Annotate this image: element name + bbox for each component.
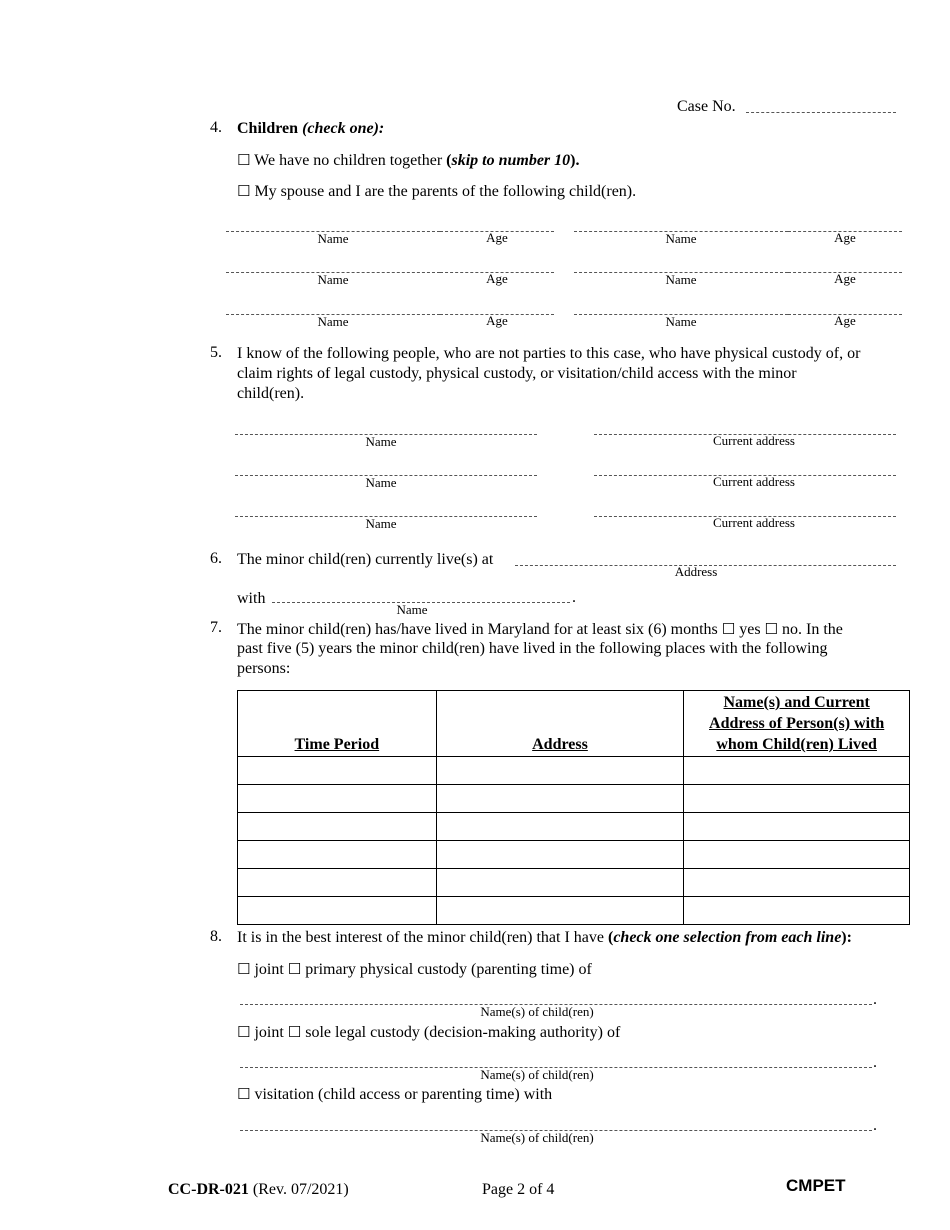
name-caption: Name — [665, 314, 697, 329]
physical-custody-option: ☐ joint ☐ primary physical custody (parenting time) of — [237, 960, 592, 978]
section-4-option-no-children: ☐ We have no children together (skip to number 10). — [237, 151, 580, 169]
persons-cell[interactable] — [684, 841, 910, 869]
checkbox-yes[interactable]: ☐ — [721, 620, 736, 638]
column-header-time-period: Time Period — [238, 691, 437, 757]
section-4-heading — [237, 119, 384, 139]
time-period-cell[interactable] — [238, 897, 437, 925]
name-caption: Name — [317, 314, 349, 329]
address-caption: Current address — [713, 474, 795, 489]
name-caption: Name — [365, 475, 397, 490]
persons-cell[interactable] — [684, 785, 910, 813]
name-caption: Name — [365, 516, 397, 531]
section-5-line-3: child(ren). — [237, 385, 305, 402]
time-period-cell[interactable] — [238, 757, 437, 785]
section-7-number: 7. — [210, 619, 222, 636]
age-caption: Age — [834, 230, 856, 245]
name-caption: Name — [665, 231, 697, 246]
checkbox-joint-legal[interactable]: ☐ — [237, 1023, 251, 1041]
persons-cell[interactable] — [684, 813, 910, 841]
address-caption: Current address — [713, 433, 795, 448]
time-period-cell[interactable] — [238, 841, 437, 869]
age-caption: Age — [486, 271, 508, 286]
residence-history-table — [237, 690, 910, 925]
address-cell[interactable] — [436, 869, 684, 897]
checkbox-sole-legal[interactable]: ☐ — [287, 1023, 302, 1041]
table-header-row — [238, 691, 910, 757]
address-cell[interactable] — [436, 841, 684, 869]
address-cell[interactable] — [436, 813, 684, 841]
address-cell[interactable] — [436, 757, 684, 785]
age-caption: Age — [486, 313, 508, 328]
checkbox-no[interactable]: ☐ — [764, 620, 778, 638]
address-cell[interactable] — [436, 897, 684, 925]
children-caption: Name(s) of child(ren) — [480, 1067, 594, 1082]
checkbox-no-children[interactable]: ☐ — [237, 151, 251, 169]
table-row — [238, 785, 910, 813]
section-4-number: 4. — [210, 119, 222, 136]
table-row — [238, 841, 910, 869]
table-row — [238, 813, 910, 841]
name-caption: Name — [396, 602, 428, 617]
case-number-label: Case No. — [677, 98, 736, 115]
form-id: CC-DR-021 (Rev. 07/2021) — [168, 1181, 349, 1198]
checkbox-visitation[interactable]: ☐ — [237, 1085, 251, 1103]
checkbox-primary-physical[interactable]: ☐ — [287, 960, 302, 978]
name-caption: Name — [317, 272, 349, 287]
persons-cell[interactable] — [684, 869, 910, 897]
section-8-text: It is in the best interest of the minor child(ren) that I have (check one selection from each line): — [237, 929, 852, 946]
address-caption: Address — [674, 564, 718, 579]
with-period: . — [572, 589, 576, 606]
persons-cell[interactable] — [684, 897, 910, 925]
section-7-line-3: persons: — [237, 660, 291, 677]
age-caption: Age — [834, 271, 856, 286]
name-caption: Name — [317, 231, 349, 246]
children-caption: Name(s) of child(ren) — [480, 1004, 594, 1019]
age-caption: Age — [834, 313, 856, 328]
age-caption: Age — [486, 230, 508, 245]
section-8-number: 8. — [210, 928, 222, 945]
children-caption: Name(s) of child(ren) — [480, 1130, 594, 1145]
section-4-title-note: (check one): — [302, 120, 385, 137]
persons-cell[interactable] — [684, 757, 910, 785]
name-caption: Name — [365, 434, 397, 449]
section-6-number: 6. — [210, 550, 222, 567]
section-5-line-1: I know of the following people, who are not parties to this case, who have physical custody of, or — [237, 345, 861, 362]
table-row — [238, 869, 910, 897]
legal-custody-option: ☐ joint ☐ sole legal custody (decision-making authority) of — [237, 1023, 621, 1041]
visitation-option: ☐ visitation (child access or parenting time) with — [237, 1085, 553, 1103]
section-8-instruction: check one selection from each line — [613, 929, 842, 946]
section-7-line-2: past five (5) years the minor child(ren) have lived in the following places with the following — [237, 640, 828, 657]
section-5-number: 5. — [210, 344, 222, 361]
table-row — [238, 757, 910, 785]
form-code: CMPET — [786, 1176, 846, 1195]
time-period-cell[interactable] — [238, 813, 437, 841]
checkbox-joint-physical[interactable]: ☐ — [237, 960, 251, 978]
case-number-field[interactable] — [746, 112, 896, 113]
revision: (Rev. 07/2021) — [252, 1181, 349, 1198]
section-6-text: The minor child(ren) currently live(s) at — [237, 551, 494, 568]
page-number: Page 2 of 4 — [482, 1181, 555, 1198]
checkbox-parents-of-children[interactable]: ☐ — [237, 182, 251, 200]
column-header-address: Address — [436, 691, 684, 757]
skip-note: skip to number 10 — [451, 152, 571, 169]
time-period-cell[interactable] — [238, 785, 437, 813]
section-4-title: Children — [237, 120, 299, 137]
time-period-cell[interactable] — [238, 869, 437, 897]
with-label: with — [237, 590, 266, 607]
section-5-line-2: claim rights of legal custody, physical custody, or visitation/child access with the minor — [237, 365, 797, 382]
table-row — [238, 897, 910, 925]
section-4-option-parents: ☐ My spouse and I are the parents of the following child(ren). — [237, 182, 637, 200]
address-caption: Current address — [713, 515, 795, 530]
address-cell[interactable] — [436, 785, 684, 813]
name-caption: Name — [665, 272, 697, 287]
section-7-line-1: The minor child(ren) has/have lived in Maryland for at least six (6) months ☐ yes ☐ no. In the — [237, 620, 843, 638]
column-header-persons: Name(s) and Current Address of Person(s) with whom Child(ren) Lived — [684, 691, 910, 757]
